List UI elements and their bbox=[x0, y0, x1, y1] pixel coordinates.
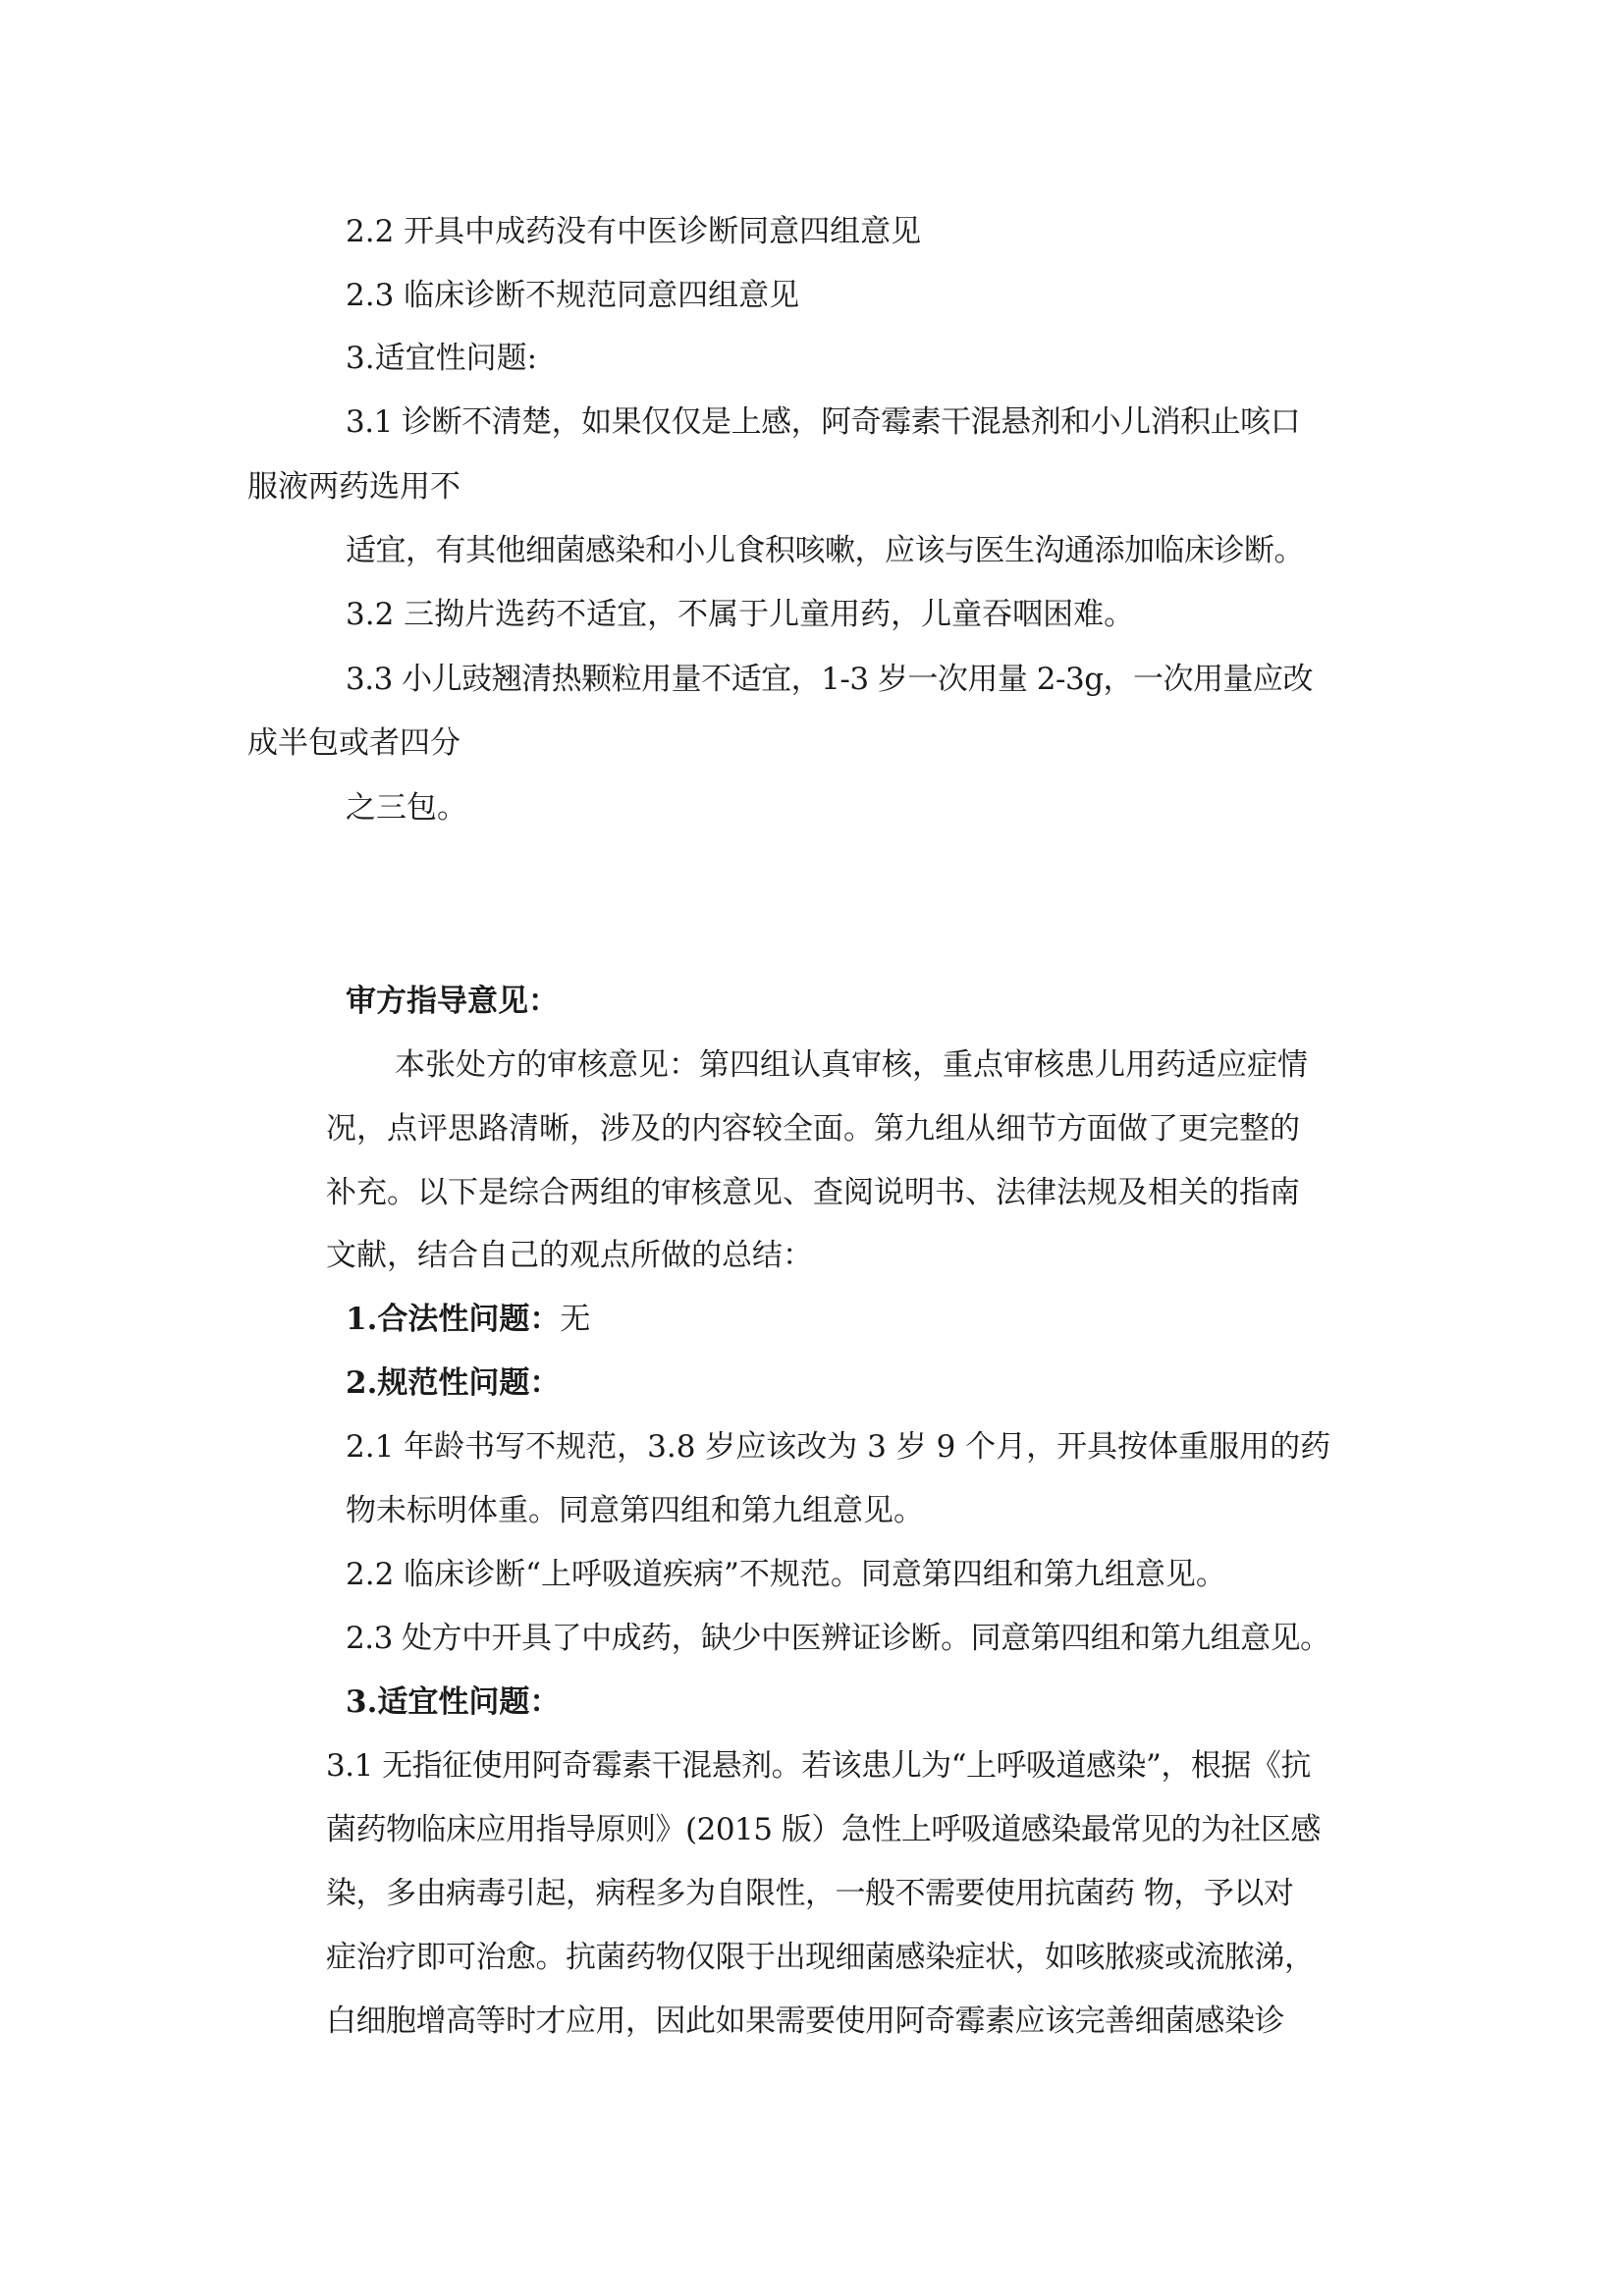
item-3-line: 白细胞增高等时才应用，因此如果需要使用阿奇霉素应该完善细菌感染诊 bbox=[326, 2003, 1284, 2039]
text-line: 之三包。 bbox=[346, 790, 467, 826]
text-line: 2.3 临床诊断不规范同意四组意见 bbox=[346, 278, 800, 313]
item-2-line: 2.2 临床诊断“上呼吸道疾病”不规范。同意第四组和第九组意见。 bbox=[346, 1557, 1226, 1592]
text-line: 3.适宜性问题: bbox=[346, 341, 538, 376]
paragraph-line: 况，点评思路清晰，涉及的内容较全面。第九组从细节方面做了更完整的 bbox=[326, 1111, 1300, 1147]
item-3-line: 染，多由病毒引起，病程多为自限性，一般不需要使用抗菌药 物，予以对 bbox=[326, 1876, 1294, 1911]
paragraph-line: 本张处方的审核意见：第四组认真审核，重点审核患儿用药适应症情 bbox=[395, 1047, 1308, 1083]
item-3-label: 3.适宜性问题： bbox=[346, 1684, 561, 1720]
text-line: 2.2 开具中成药没有中医诊断同意四组意见 bbox=[346, 214, 922, 249]
item-3-line: 菌药物临床应用指导原则》(2015 版）急性上呼吸道感染最常见的为社区感 bbox=[326, 1812, 1321, 1847]
item-2-line: 2.3 处方中开具了中成药，缺少中医辨证诊断。同意第四组和第九组意见。 bbox=[346, 1621, 1330, 1656]
item-1-value: 无 bbox=[560, 1302, 591, 1337]
item-3-line: 症治疗即可治愈。抗菌药物仅限于出现细菌感染症状，如咳脓痰或流脓涕， bbox=[326, 1940, 1315, 1975]
text-line: 3.1 诊断不清楚，如果仅仅是上感，阿奇霉素干混悬剂和小儿消积止咳口 bbox=[346, 404, 1301, 440]
paragraph-line: 补充。以下是综合两组的审核意见、查阅说明书、法律法规及相关的指南 bbox=[326, 1175, 1300, 1210]
text-line: 3.2 三拗片选药不适宜，不属于儿童用药，儿童吞咽困难。 bbox=[346, 597, 1135, 632]
item-2-line: 物未标明体重。同意第四组和第九组意见。 bbox=[346, 1493, 924, 1528]
item-3-line: 3.1 无指征使用阿奇霉素干混悬剂。若该患儿为“上呼吸道感染”，根据《抗 bbox=[326, 1748, 1311, 1784]
text-line: 3.3 小儿豉翘清热颗粒用量不适宜，1-3 岁一次用量 2-3g，一次用量应改 bbox=[346, 662, 1314, 697]
item-2-line: 2.1 年龄书写不规范，3.8 岁应该改为 3 岁 9 个月，开具按体重服用的药 bbox=[346, 1429, 1331, 1465]
item-1 bbox=[346, 1300, 590, 1339]
text-line: 服液两药选用不 bbox=[247, 469, 460, 505]
text-line: 适宜，有其他细菌感染和小儿食积咳嗽，应该与医生沟通添加临床诊断。 bbox=[346, 533, 1304, 568]
item-1-label: 1.合法性问题： bbox=[346, 1302, 561, 1337]
item-2-label: 2.规范性问题： bbox=[346, 1365, 561, 1401]
text-line: 成半包或者四分 bbox=[247, 725, 460, 761]
section-heading: 审方指导意见： bbox=[346, 984, 559, 1019]
paragraph-line: 文献，结合自己的观点所做的总结： bbox=[326, 1238, 813, 1273]
